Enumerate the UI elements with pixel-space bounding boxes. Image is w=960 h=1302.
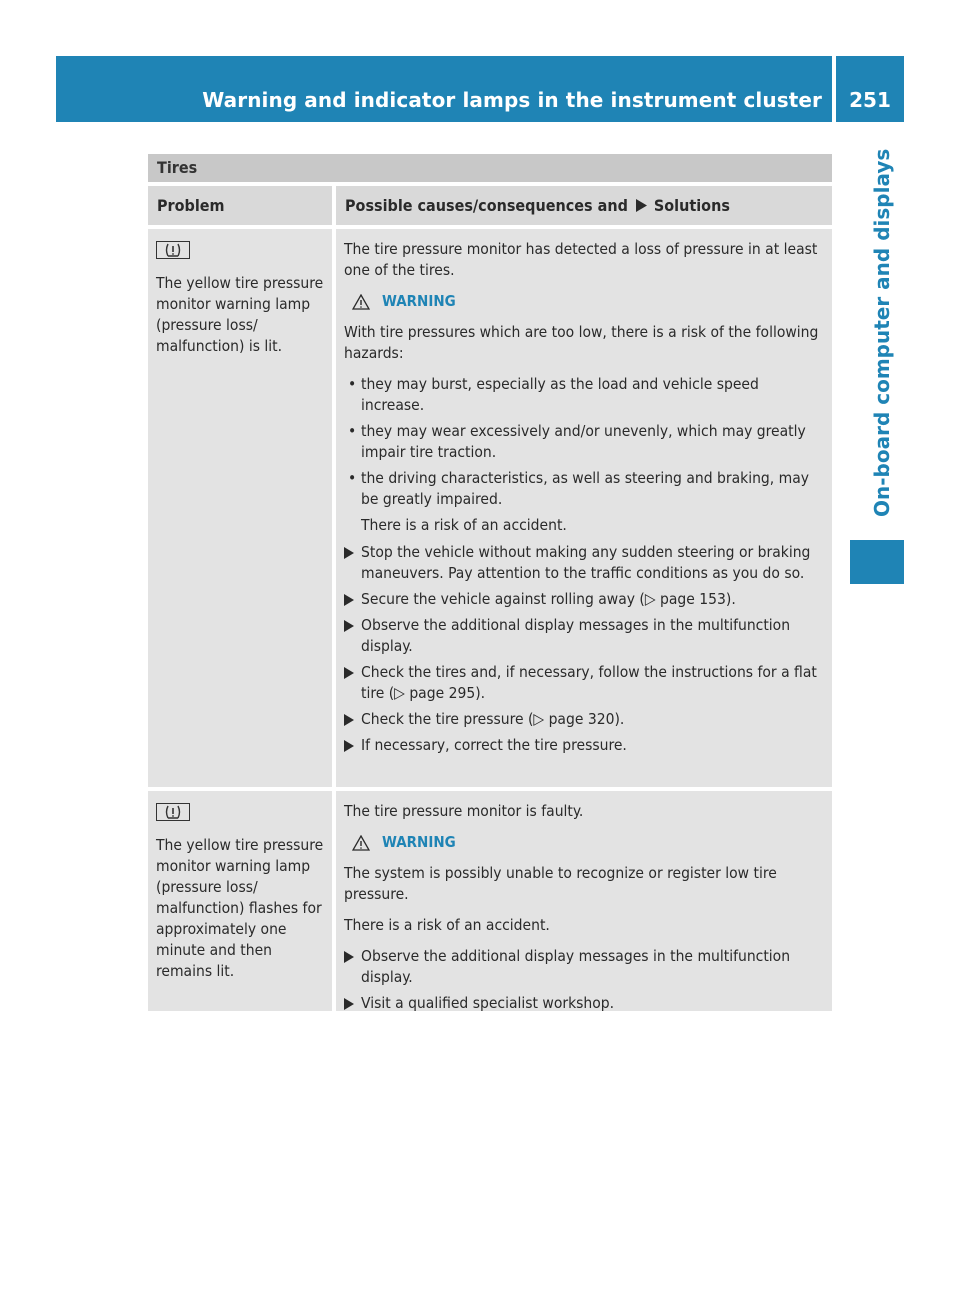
step-item	[344, 662, 824, 704]
risk-text: There is a risk of an accident.	[344, 916, 550, 934]
warning-text: The system is possibly unable to recognize or register low tire pressure.	[344, 864, 777, 903]
step-item	[344, 709, 824, 730]
table-row	[148, 791, 832, 1011]
step-text: Observe the additional display messages in the multifunction display.	[361, 947, 791, 986]
column-header-problem: Problem	[148, 186, 332, 225]
arrow-right-icon	[344, 951, 354, 963]
arrow-right-icon	[344, 547, 354, 559]
section-title: Warning and indicator lamps in the instrument cluster	[202, 88, 822, 112]
problem-text: The yellow tire pressure monitor warning lamp (pressure loss/ malfunction) is lit.	[156, 274, 324, 355]
arrow-right-icon	[344, 740, 354, 752]
warning-text: With tire pressures which are too low, there is a risk of the following hazards:	[344, 323, 819, 362]
arrow-right-icon	[344, 714, 354, 726]
arrow-right-icon	[344, 998, 354, 1010]
warning-triangle-icon	[352, 294, 370, 310]
warning-label: WARNING	[382, 292, 456, 310]
problem-cell	[148, 791, 332, 1011]
step-text: Observe the additional display messages in the multifunction display.	[361, 616, 791, 655]
column-header-causes-text: Possible causes/consequences and	[345, 196, 628, 215]
warning-triangle-icon	[352, 835, 370, 851]
page-number: 251	[849, 88, 891, 112]
chapter-tab-marker	[850, 540, 904, 584]
step-text: Check the tire pressure (▷ page 320).	[361, 710, 625, 728]
tire-pressure-warning-icon	[156, 803, 190, 821]
warning-heading	[352, 291, 824, 312]
risk-text: There is a risk of an accident.	[361, 516, 567, 534]
problem-cell	[148, 229, 332, 787]
table-title: Tires	[148, 154, 832, 182]
step-text: If necessary, correct the tire pressure.	[361, 736, 627, 754]
column-header-causes	[336, 186, 832, 225]
solution-cell	[336, 791, 832, 1011]
warning-heading	[352, 832, 824, 853]
arrow-right-icon	[344, 594, 354, 606]
cause-text: The tire pressure monitor has detected a loss of pressure in at least one of the tires.	[344, 240, 818, 279]
step-item	[344, 735, 824, 756]
solution-cell	[336, 229, 832, 787]
column-header-solutions-text: Solutions	[653, 196, 730, 215]
chapter-tab-label: On-board computer and displays	[870, 148, 894, 517]
arrow-right-icon	[344, 667, 354, 679]
step-item	[344, 993, 824, 1014]
warning-label: WARNING	[382, 833, 456, 851]
page-number-box	[836, 56, 904, 122]
step-item	[344, 946, 824, 988]
page-header	[56, 56, 832, 122]
tires-table	[148, 154, 832, 1011]
list-item: • they may wear excessively and/or unevenly, which may greatly impair tire traction.	[344, 421, 824, 463]
table-row	[148, 229, 832, 787]
step-text: Check the tires and, if necessary, follow the instructions for a flat tire (▷ page 295).	[361, 663, 817, 702]
step-text: Stop the vehicle without making any sudden steering or braking maneuvers. Pay attention to the traffic conditions as you do so.	[361, 543, 811, 582]
step-item	[344, 615, 824, 657]
list-item: • the driving characteristics, as well as steering and braking, may be greatly impaired.	[344, 468, 824, 510]
arrow-right-icon	[636, 199, 647, 212]
step-text: Secure the vehicle against rolling away (▷ page 153).	[361, 590, 736, 608]
cause-text: The tire pressure monitor is faulty.	[344, 802, 584, 820]
problem-text: The yellow tire pressure monitor warning lamp (pressure loss/ malfunction) flashes for approximately one minute and then remains lit.	[156, 836, 324, 980]
arrow-right-icon	[344, 620, 354, 632]
table-header-row	[148, 186, 832, 225]
step-item	[344, 589, 824, 610]
tire-pressure-warning-icon	[156, 241, 190, 259]
list-item: • they may burst, especially as the load and vehicle speed increase.	[344, 374, 824, 416]
step-item	[344, 542, 824, 584]
step-text: Visit a qualified specialist workshop.	[361, 994, 615, 1012]
